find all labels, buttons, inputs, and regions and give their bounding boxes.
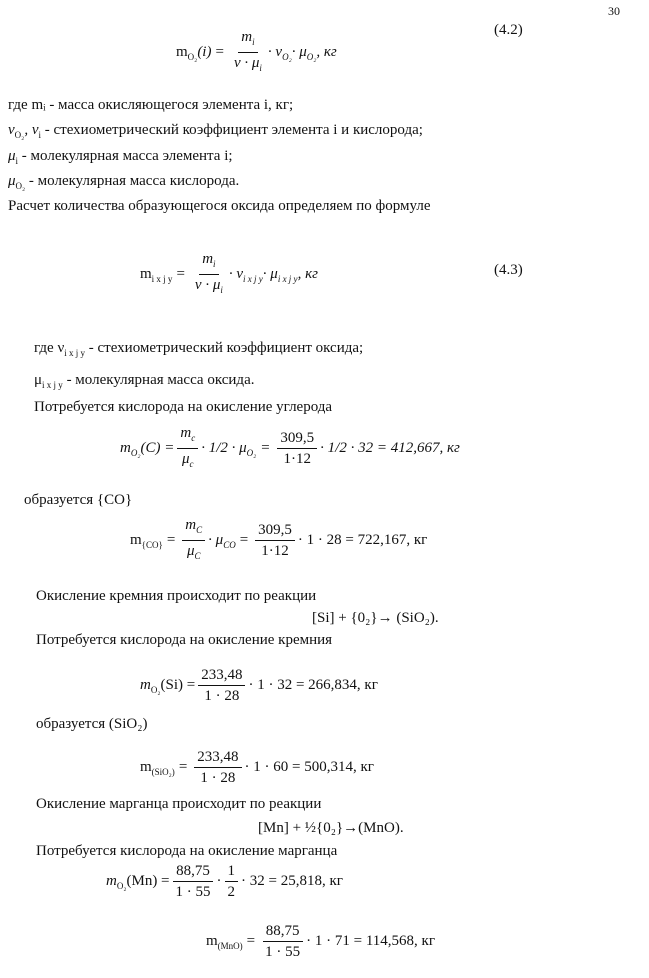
def-mi: где mᵢ - масса окисляющегося элемента i, кг;: [8, 97, 294, 113]
eq43-number: (4.3): [494, 262, 523, 278]
equation-silicon: $m_{O_2}(Si)$ = $\frac{233,48}{1 \cdot 28}$ · 1 · 32 = 266,834, кг: [140, 667, 378, 704]
eq43-lhs: $m_{i x j y}$: [140, 265, 173, 284]
def-mu-i: $\mu_i$ - молекулярная масса элемента i;: [8, 148, 233, 166]
eq42-equals: =: [215, 44, 224, 60]
oxide-intro: Расчет количества образующегося оксида определяем по формуле: [8, 198, 431, 214]
eq42-fraction: $\frac{m_i}{\nu \cdot \mu_i}$: [233, 29, 262, 73]
equation-sio2: $m_{(SiO_2)}$ = $\frac{233,48}{1 \cdot 28}$ · 1 · 60 = 500,314, кг: [140, 749, 374, 786]
co-label: образуется {CO}: [24, 492, 133, 508]
def-nu: $\nu_{O_2}$, $\nu_i$ - стехиометрический коэффициент элемента i и кислорода;: [8, 122, 423, 140]
equation-4-3: [140, 250, 318, 299]
eq42-number: (4.2): [494, 22, 523, 38]
def-mu-oxide: $\mu_{i x j y}$ - молекулярная масса оксида.: [34, 372, 255, 390]
equation-manganese: $m_{O_2}(Mn)$ = $\frac{88,75}{1 \cdot 55}$ · $\frac{1}{2}$ · 32 = 25,818, кг: [106, 863, 343, 900]
silicon-oxygen-text: Потребуется кислорода на окисление кремния: [36, 632, 333, 648]
silicon-oxidation-text: Окисление кремния происходит по реакции: [36, 588, 317, 604]
silicon-reaction: [Si] + {0₂}→ (SiO₂).: [312, 610, 439, 626]
equation-4-2: [176, 28, 337, 77]
def-nu-oxide: где $\nu_{i x j y}$ - стехиометрический коэффициент оксида;: [34, 340, 364, 358]
eq43-rhs: · $\nu_{i x j y}\cdot \mu_{i x j y}$, кг: [228, 265, 318, 284]
manganese-reaction: [Mn] + ½{0₂}→(MnO).: [258, 820, 404, 836]
eq43-fraction: $\frac{m_i}{\nu \cdot \mu_i}$: [194, 251, 223, 295]
eq42-lhs: $m_{O_2}(i)$: [176, 43, 212, 62]
equation-co: $m_{\{CO\}}$ = $\frac{m_C}{\mu_C}$ · $\mu_{CO}$ = $\frac{309,5}{1\cdot 12}$ · 1 · 28 = 722,167, кг: [130, 517, 428, 561]
def-mu-o2: $\mu_{O_2}$ - молекулярная масса кислорода.: [8, 173, 240, 191]
page-number: 30: [608, 4, 620, 18]
eq42-rhs: · $\nu_{O_2}\cdot \mu_{O_2}$, кг: [267, 43, 337, 62]
carbon-oxygen-text: Потребуется кислорода на окисление углерода: [34, 399, 333, 415]
manganese-oxidation-text: Окисление марганца происходит по реакции: [36, 796, 322, 812]
equation-mno: $m_{(MnO)}$ = $\frac{88,75}{1 \cdot 55}$ · 1 · 71 = 114,568, кг: [206, 923, 435, 960]
manganese-oxygen-text: Потребуется кислорода на окисление марганца: [36, 843, 338, 859]
eq43-equals: =: [176, 266, 185, 282]
equation-carbon: $m_{O_2}(C)$ = $\frac{m_c}{\mu_c}$ · $1/2 \cdot \mu_{O_2}$ = $\frac{309,5}{1\cdot 12}$ · 1/2 · 32 = 412,667, кг: [120, 425, 460, 469]
sio2-label: образуется (SiO₂): [36, 716, 148, 732]
